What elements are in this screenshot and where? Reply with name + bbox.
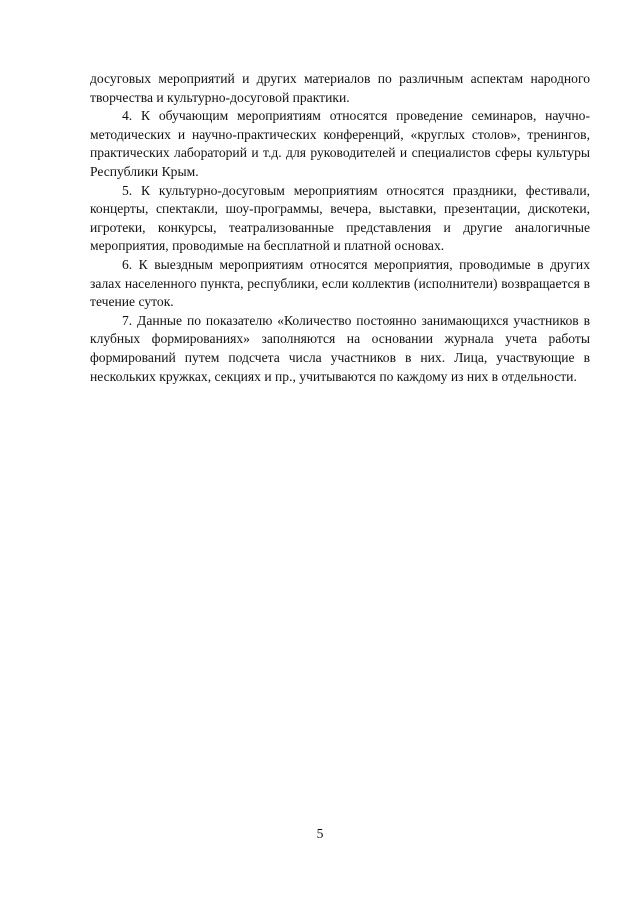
paragraph-item-5: 5. К культурно-досуговым мероприятиям относятся праздники, фестивали, концерты, спектакли, шоу-программы, вечера, выставки, презентации, дискотеки, игротеки, конкурсы, театрализованные представления и другие аналогичные мероприятия, проводимые на бесплатной и платной основах. [90,182,590,254]
page-number: 5 [316,826,324,841]
paragraph-item-4: 4. К обучающим мероприятиям относятся проведение семинаров, научно-методических и научно-практических конференций, «круглых столов», тренингов, практических лабораторий и т.д. для руководителей и специалистов сферы культуры Республики Крым. [90,108,590,179]
paragraph-continuation: досуговых мероприятий и других материалов по различным аспектам народного творчества и культурно-досуговой практики. [90,71,590,105]
paragraph-item-7: 7. Данные по показателю «Количество постоянно занимающихся участников в клубных формированиях» заполняются на основании журнала учета работы формирований путем подсчета числа участников в них. Лица, участвующие в нескольких кружках, секциях и пр., учитываются по каждому из них в отдельности. [90,312,590,384]
paragraph-item-6: 6. К выездным мероприятиям относятся мероприятия, проводимые в других залах населенного пункта, республики, если коллектив (исполнители) возвращается в течение суток. [90,256,590,310]
body-text [90,70,590,386]
